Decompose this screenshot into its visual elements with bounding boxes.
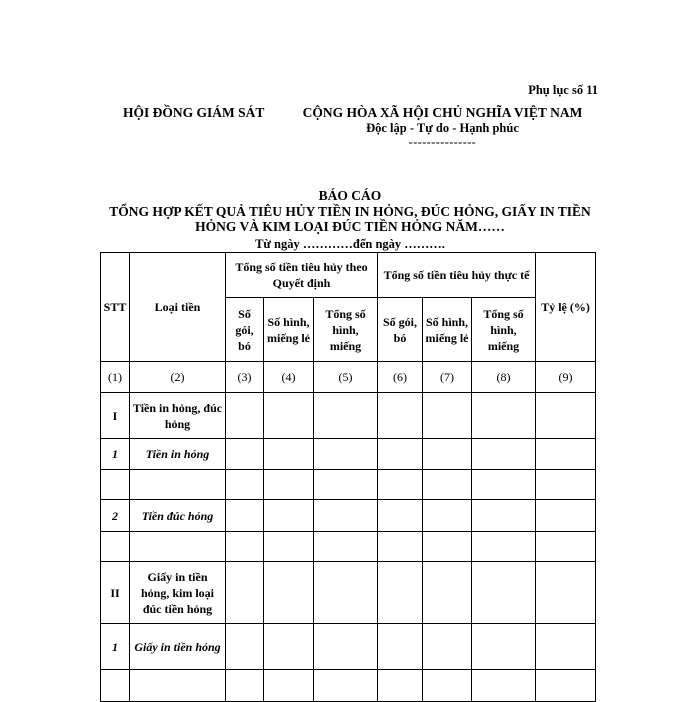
column-number: (7)	[423, 362, 472, 393]
row-stt: II	[101, 562, 130, 624]
table-cell	[264, 393, 314, 439]
table-cell	[472, 532, 536, 562]
table-cell	[314, 624, 378, 670]
row-stt: 2	[101, 500, 130, 532]
header-type: Loại tiền	[130, 253, 226, 362]
table-cell	[423, 624, 472, 670]
table-row	[101, 393, 596, 439]
table-cell	[378, 393, 423, 439]
table-row	[101, 470, 596, 500]
table-cell	[264, 670, 314, 702]
report-table	[100, 252, 596, 702]
row-type: Giấy in tiền hỏng, kim loại đúc tiền hỏng	[130, 562, 226, 624]
report-title-line-3: HỎNG VÀ KIM LOẠI ĐÚC TIỀN HỎNG NĂM……	[195, 219, 505, 234]
table-cell	[472, 393, 536, 439]
column-number: (6)	[378, 362, 423, 393]
table-cell	[472, 562, 536, 624]
table-cell	[264, 470, 314, 500]
column-number: (8)	[472, 362, 536, 393]
national-motto: Độc lập - Tự do - Hạnh phúc	[366, 121, 519, 135]
table-cell	[314, 470, 378, 500]
table-cell	[314, 670, 378, 702]
table-cell	[423, 439, 472, 470]
table-cell	[472, 470, 536, 500]
table-cell	[226, 624, 264, 670]
row-type: Tiền in hỏng	[130, 439, 226, 470]
table-cell	[423, 532, 472, 562]
header-pieces-decision: Số hình, miếng lẻ	[264, 298, 314, 362]
header-ratio: Tỷ lệ (%)	[536, 253, 596, 362]
header-pieces-actual: Số hình, miếng lẻ	[423, 298, 472, 362]
header-packs-decision: Số gói, bó	[226, 298, 264, 362]
table-cell	[378, 532, 423, 562]
table-cell	[423, 670, 472, 702]
table-cell	[226, 439, 264, 470]
table-row	[101, 624, 596, 670]
table-cell	[472, 624, 536, 670]
table-cell	[378, 500, 423, 532]
table-cell	[264, 624, 314, 670]
table-cell	[226, 500, 264, 532]
column-number: (2)	[130, 362, 226, 393]
column-number: (4)	[264, 362, 314, 393]
table-cell	[536, 532, 596, 562]
table-cell	[472, 670, 536, 702]
row-stt: 1	[101, 624, 130, 670]
table-cell	[264, 562, 314, 624]
row-type	[130, 532, 226, 562]
table-cell	[226, 670, 264, 702]
table-cell	[423, 470, 472, 500]
header-total-actual: Tổng số hình, miếng	[472, 298, 536, 362]
table-cell	[264, 532, 314, 562]
row-type: Giấy in tiền hỏng	[130, 624, 226, 670]
table-cell	[226, 562, 264, 624]
table-cell	[264, 500, 314, 532]
table-cell	[423, 562, 472, 624]
report-date-range: Từ ngày …………đến ngày ……….	[255, 237, 445, 251]
table-cell	[536, 470, 596, 500]
report-title	[100, 188, 600, 235]
table-cell	[536, 562, 596, 624]
table-cell	[378, 670, 423, 702]
row-type	[130, 670, 226, 702]
table-cell	[472, 500, 536, 532]
table-cell	[314, 532, 378, 562]
table-cell	[423, 500, 472, 532]
row-type: Tiền in hỏng, đúc hỏng	[130, 393, 226, 439]
row-stt	[101, 670, 130, 702]
table-row	[101, 532, 596, 562]
table-cell	[378, 624, 423, 670]
report-title-line-1: BÁO CÁO	[318, 188, 382, 203]
header-stt: STT	[101, 253, 130, 362]
table-cell	[536, 393, 596, 439]
row-type	[130, 470, 226, 500]
table-row	[101, 670, 596, 702]
row-type: Tiền đúc hỏng	[130, 500, 226, 532]
table-row	[101, 500, 596, 532]
header-packs-actual: Số gói, bó	[378, 298, 423, 362]
table-cell	[314, 439, 378, 470]
column-number: (5)	[314, 362, 378, 393]
header-group-decision: Tổng số tiền tiêu hủy theo Quyết định	[226, 253, 378, 298]
table-cell	[536, 439, 596, 470]
column-number-row	[101, 362, 596, 393]
row-stt	[101, 532, 130, 562]
table-cell	[472, 439, 536, 470]
table-cell	[536, 670, 596, 702]
header-group-actual: Tổng số tiền tiêu hủy thực tế	[378, 253, 536, 298]
table-cell	[264, 439, 314, 470]
council-name: HỘI ĐỒNG GIÁM SÁT	[123, 105, 265, 120]
table-cell	[378, 470, 423, 500]
column-number: (1)	[101, 362, 130, 393]
header-total-decision: Tổng số hình, miếng	[314, 298, 378, 362]
table-cell	[314, 562, 378, 624]
header-row-1	[101, 253, 596, 298]
row-stt: I	[101, 393, 130, 439]
table-cell	[226, 393, 264, 439]
motto-underline: ---------------	[408, 135, 477, 149]
table-cell	[314, 500, 378, 532]
table-cell	[314, 393, 378, 439]
table-cell	[226, 532, 264, 562]
row-stt: 1	[101, 439, 130, 470]
appendix-label: Phụ lục số 11	[528, 83, 598, 97]
report-title-line-2: TỔNG HỢP KẾT QUẢ TIÊU HỦY TIỀN IN HỎNG, ĐÚC HỎNG, GIẤY IN TIỀN	[109, 203, 591, 219]
table-cell	[536, 624, 596, 670]
row-stt	[101, 470, 130, 500]
column-number: (9)	[536, 362, 596, 393]
republic-name: CỘNG HÒA XÃ HỘI CHỦ NGHĨA VIỆT NAM	[302, 105, 583, 120]
table-cell	[378, 439, 423, 470]
table-row	[101, 562, 596, 624]
table-row	[101, 439, 596, 470]
table-cell	[226, 470, 264, 500]
table-cell	[536, 500, 596, 532]
column-number: (3)	[226, 362, 264, 393]
table-cell	[423, 393, 472, 439]
table-cell	[378, 562, 423, 624]
